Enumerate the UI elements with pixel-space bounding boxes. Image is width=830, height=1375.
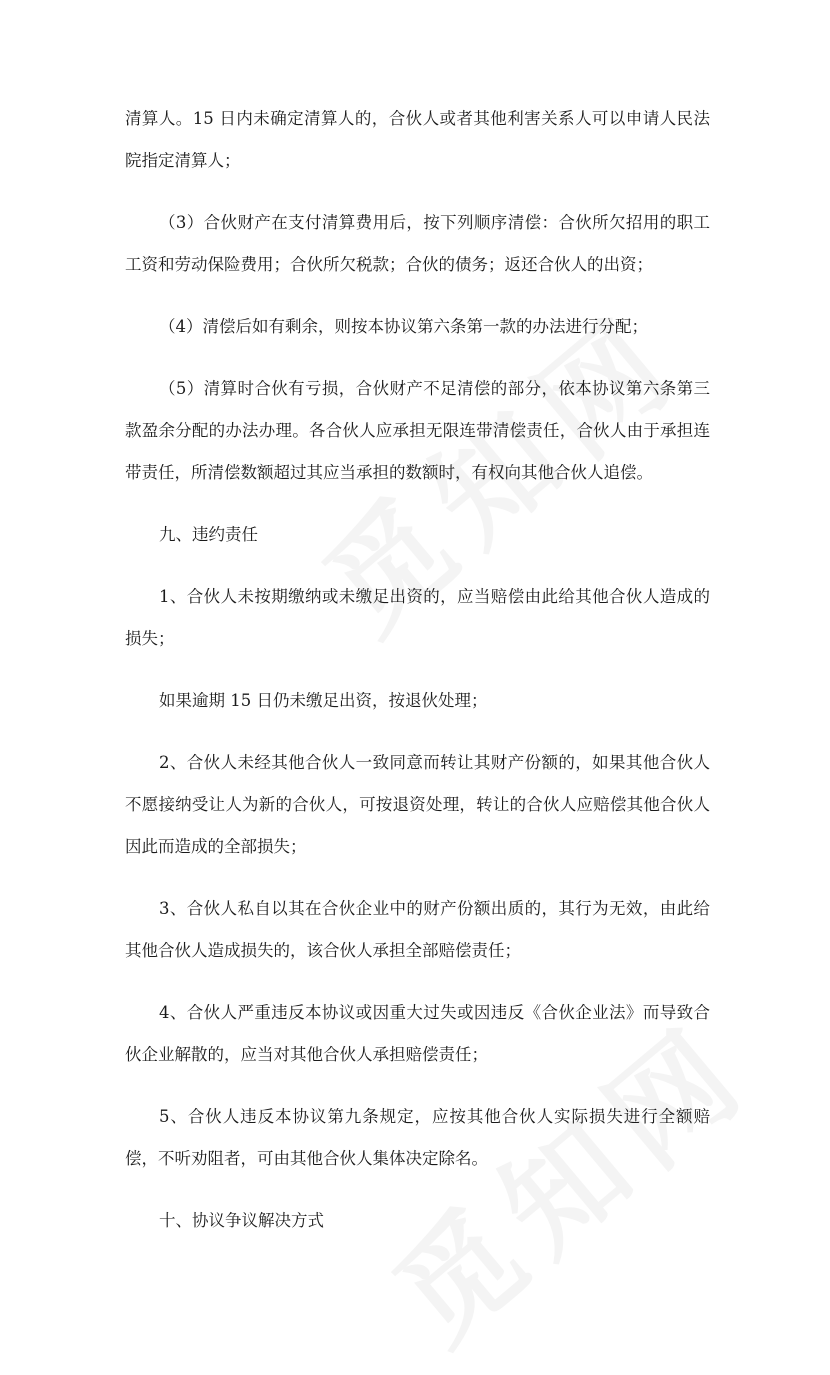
section-heading: 十、协议争议解决方式 xyxy=(159,1211,324,1230)
paragraph: 如果逾期 15 日仍未缴足出资，按退伙处理； xyxy=(159,691,488,710)
paragraph: （5）清算时合伙有亏损，合伙财产不足清偿的部分，依本协议第六条第三款盈余分配的办法办理。各合伙人应承担无限连带清偿责任，合伙人由于承担连带责任，所清偿数额超过其应当承担的数额时，有权向其他合伙人追偿。 xyxy=(125,379,710,482)
paragraph: 4、合伙人严重违反本协议或因重大过失或因违反《合伙企业法》而导致合伙企业解散的，应当对其他合伙人承担赔偿责任； xyxy=(125,1003,710,1064)
paragraph: 3、合伙人私自以其在合伙企业中的财产份额出质的，其行为无效，由此给其他合伙人造成损失的，该合伙人承担全部赔偿责任； xyxy=(125,899,710,960)
paragraph: 5、合伙人违反本协议第九条规定，应按其他合伙人实际损失进行全额赔偿，不听劝阻者，可由其他合伙人集体决定除名。 xyxy=(125,1107,710,1168)
paragraph: （3）合伙财产在支付清算费用后，按下列顺序清偿：合伙所欠招用的职工工资和劳动保险费用；合伙所欠税款；合伙的债务；返还合伙人的出资； xyxy=(125,213,710,274)
paragraph: 1、合伙人未按期缴纳或未缴足出资的，应当赔偿由此给其他合伙人造成的损失； xyxy=(125,587,710,648)
section-heading: 九、违约责任 xyxy=(159,525,258,544)
document-body xyxy=(125,98,710,1262)
paragraph: 2、合伙人未经其他合伙人一致同意而转让其财产份额的，如果其他合伙人不愿接纳受让人为新的合伙人，可按退资处理，转让的合伙人应赔偿其他合伙人因此而造成的全部损失； xyxy=(125,753,710,856)
paragraph: （4）清偿后如有剩余，则按本协议第六条第一款的办法进行分配； xyxy=(159,317,648,336)
paragraph: 清算人。15 日内未确定清算人的，合伙人或者其他利害关系人可以申请人民法院指定清算人； xyxy=(125,109,710,170)
